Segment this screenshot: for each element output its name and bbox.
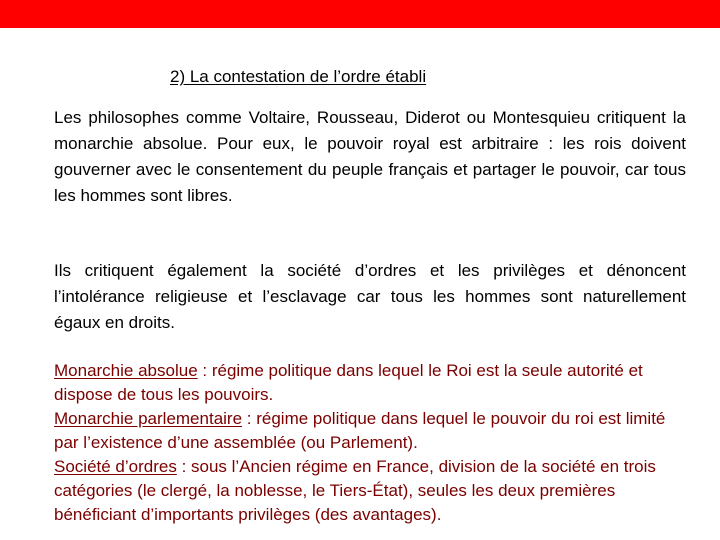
glossary xyxy=(54,359,694,527)
paragraph-criticism: Ils critiquent également la société d’ordres et les privilèges et dénoncent l’intolérance religieuse et l’esclavage car tous les hommes sont naturellement égaux en droits. xyxy=(54,261,686,332)
glossary-term: Monarchie parlementaire xyxy=(54,409,243,428)
glossary-term: Monarchie absolue xyxy=(54,361,198,380)
glossary-entry xyxy=(54,455,694,527)
section-title-text: 2) La contestation de l’ordre établi xyxy=(170,67,427,86)
glossary-entry xyxy=(54,359,694,407)
paragraph-philosophers: Les philosophes comme Voltaire, Rousseau, Diderot ou Montesquieu critiquent la monarchie absolue. Pour eux, le pouvoir royal est arbitraire : les rois doivent gouverner avec le consentement du peuple français et partager le pouvoir, car tous les hommes sont libres. xyxy=(54,108,686,205)
glossary-entry xyxy=(54,407,694,455)
glossary-definition: : régime politique dans lequel le Roi est la seule autorité et dispose de tous les pouvoirs. xyxy=(54,361,643,404)
glossary-definition: : sous l’Ancien régime en France, division de la société en trois catégories (le clergé, la noblesse, le Tiers-État), seules les deux premières bénéficiant d’importants privilèges (des avantages). xyxy=(54,457,656,524)
section-title xyxy=(170,66,570,88)
glossary-term: Société d’ordres xyxy=(54,457,177,476)
top-red-bar xyxy=(0,0,720,28)
glossary-definition: : régime politique dans lequel le pouvoir du roi est limité par l’existence d’une assemblée (ou Parlement). xyxy=(54,409,666,452)
